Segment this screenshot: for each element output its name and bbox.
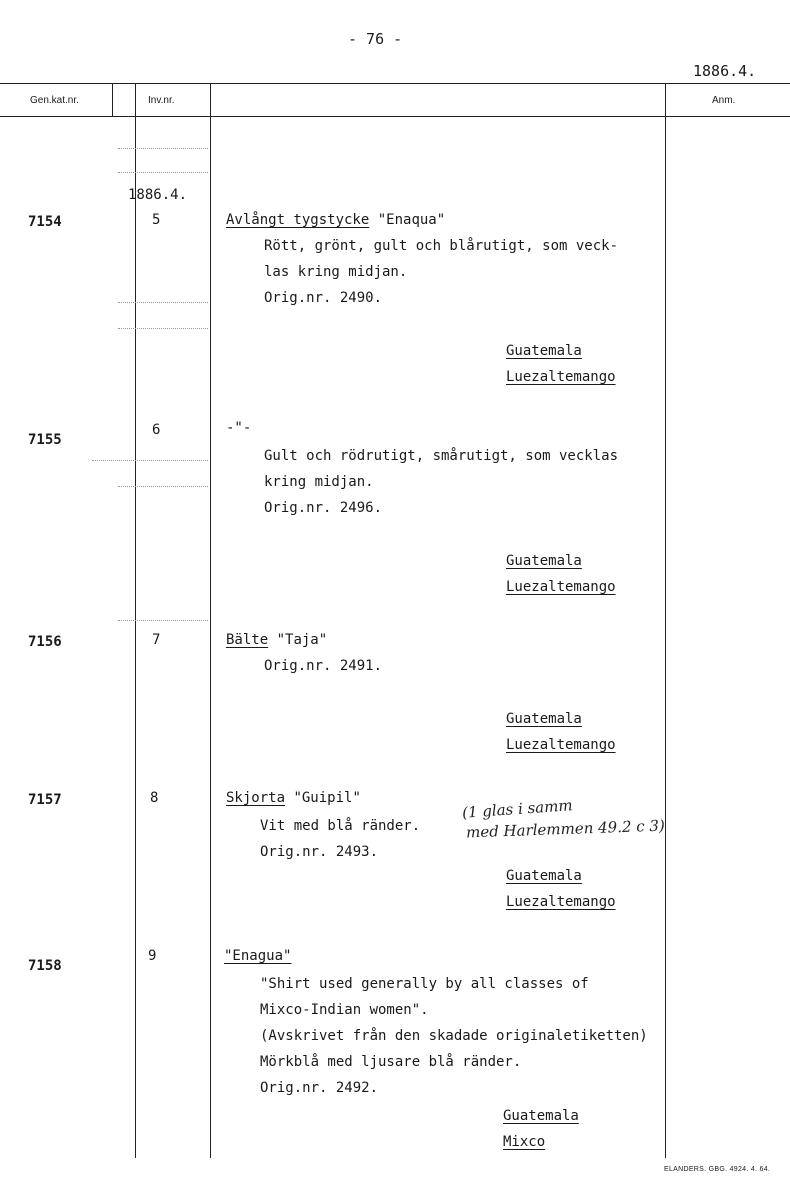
entry-line: Orig.nr. 2491. — [264, 658, 383, 674]
gen-number: 7157 — [28, 792, 62, 808]
entry-line: Rött, grönt, gult och blårutigt, som veck- — [264, 238, 619, 254]
inv-number: 5 — [152, 212, 161, 228]
place: Guatemala — [506, 553, 582, 569]
entry-line: Orig.nr. 2493. — [260, 844, 379, 860]
inv-number: 9 — [148, 948, 157, 964]
region: Mixco — [503, 1134, 546, 1150]
region: Luezaltemango — [506, 737, 616, 753]
inv-number: 8 — [150, 790, 159, 806]
gen-number: 7155 — [28, 432, 62, 448]
place: Guatemala — [506, 868, 582, 884]
inv-number: 7 — [152, 632, 161, 648]
col-divider-1 — [112, 83, 113, 117]
entry-title: Skjorta "Guipil" — [226, 790, 361, 806]
entry-line: Gult och rödrutigt, smårutigt, som vecklas — [264, 448, 619, 464]
gen-number: 7158 — [28, 958, 62, 974]
entry-line: Orig.nr. 2496. — [264, 500, 383, 516]
gen-number: 7156 — [28, 634, 62, 650]
entry-title: "Enagua" — [224, 948, 292, 964]
entry-line: Mörkblå med ljusare blå ränder. — [260, 1054, 522, 1070]
handwritten-note: (1 glas i samm — [461, 796, 574, 822]
place: Guatemala — [503, 1108, 579, 1124]
entry-line: "Shirt used generally by all classes of — [260, 976, 589, 992]
inv-number: 6 — [152, 422, 161, 438]
entry-line: las kring midjan. — [264, 264, 408, 280]
entry-title: -"- — [226, 420, 252, 436]
handwritten-note: med Harlemmen 49.2 c 3) — [465, 816, 666, 842]
col-divider-3 — [210, 83, 211, 1158]
gen-number: 7154 — [28, 214, 62, 230]
column-header-gen: Gen.kat.nr. — [30, 95, 79, 106]
place: Guatemala — [506, 711, 582, 727]
region: Luezaltemango — [506, 369, 616, 385]
printer-mark: ELANDERS. GBG. 4924. 4. 64. — [664, 1166, 771, 1173]
entry-line: Orig.nr. 2490. — [264, 290, 383, 306]
header-top-rule — [0, 83, 790, 84]
entry-line: Vit med blå ränder. — [260, 818, 421, 834]
header-bottom-rule — [0, 116, 790, 117]
year-row: 1886.4. — [128, 187, 188, 203]
entry-title: Bälte "Taja" — [226, 632, 328, 648]
entry-line: kring midjan. — [264, 474, 374, 490]
column-header-inv: Inv.nr. — [148, 95, 175, 106]
entry-line: (Avskrivet från den skadade originaletiketten) — [260, 1028, 648, 1044]
region: Luezaltemango — [506, 579, 616, 595]
place: Guatemala — [506, 343, 582, 359]
page-number: - 76 - — [348, 30, 403, 48]
entry-title: Avlångt tygstycke "Enaqua" — [226, 212, 446, 228]
column-header-anm: Anm. — [712, 95, 736, 106]
entry-line: Orig.nr. 2492. — [260, 1080, 379, 1096]
col-divider-4 — [665, 83, 666, 1158]
region: Luezaltemango — [506, 894, 616, 910]
entry-line: Mixco-Indian women". — [260, 1002, 429, 1018]
year-reference: 1886.4. — [693, 62, 757, 80]
